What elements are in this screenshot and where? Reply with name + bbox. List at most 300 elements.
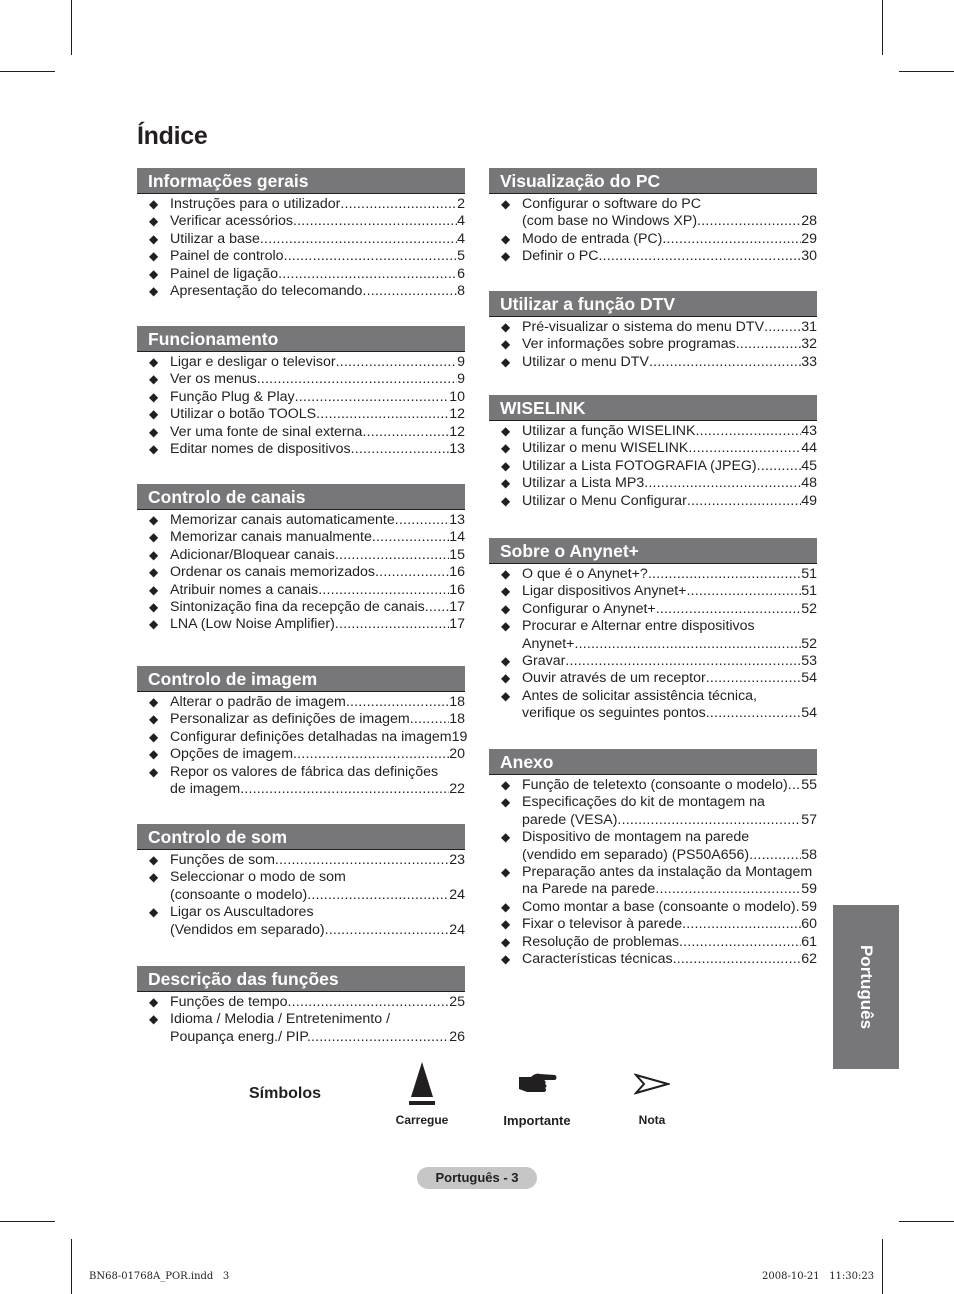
toc-entry-text: ◆ Ligar dispositivos Anynet+ bbox=[522, 583, 687, 600]
toc-entry-line bbox=[170, 196, 465, 213]
toc-entry-line bbox=[170, 904, 465, 921]
dot-leader bbox=[788, 777, 801, 794]
toc-section bbox=[137, 168, 465, 300]
toc-page-number: 59 bbox=[801, 898, 817, 915]
dot-leader bbox=[293, 746, 449, 763]
toc-page-number: 18 bbox=[449, 711, 465, 728]
dot-leader bbox=[617, 812, 801, 829]
toc-entry bbox=[489, 618, 817, 653]
toc-entry-line bbox=[170, 266, 465, 283]
toc-entry-line bbox=[170, 512, 465, 529]
toc-entry-line bbox=[522, 705, 817, 722]
toc-entry-line bbox=[170, 582, 465, 599]
toc-entry bbox=[137, 354, 465, 371]
toc-entry-line bbox=[522, 688, 817, 705]
toc-entry bbox=[489, 670, 817, 687]
dot-leader bbox=[686, 583, 801, 600]
dot-leader bbox=[656, 601, 802, 618]
toc-entry-line bbox=[522, 319, 817, 336]
toc-entry-text: ◆ Modo de entrada (PC) bbox=[522, 230, 663, 247]
toc-entry bbox=[137, 582, 465, 599]
toc-page-number: 45 bbox=[801, 457, 817, 474]
toc-entry bbox=[489, 248, 817, 265]
dot-leader bbox=[697, 213, 801, 230]
toc-page-number: 15 bbox=[449, 546, 465, 563]
dot-leader bbox=[362, 283, 457, 300]
toc-entry-line bbox=[170, 354, 465, 371]
toc-entry-line bbox=[170, 213, 465, 230]
dot-leader bbox=[325, 922, 450, 939]
page-title: Índice bbox=[137, 122, 208, 150]
toc-page-number: 2 bbox=[457, 196, 465, 212]
section-heading: Visualização do PC bbox=[489, 168, 817, 194]
dot-leader bbox=[673, 951, 802, 968]
toc-page-number: 53 bbox=[801, 653, 817, 670]
toc-page-number: 18 bbox=[449, 694, 465, 710]
toc-entry-text: ◆ Pré-visualizar o sistema do menu DTV bbox=[522, 319, 765, 335]
toc-entry bbox=[489, 566, 817, 583]
toc-entry-text: ◆ Preparação antes da instalação da Montagem bbox=[522, 864, 813, 881]
toc-entry-text: ◆ Apresentação do telecomando bbox=[170, 283, 363, 300]
toc-page-number: 43 bbox=[801, 423, 817, 439]
page-number: Português - 3 bbox=[417, 1167, 537, 1189]
toc-entry-text: ◆ Como montar a base (consoante o modelo) bbox=[522, 898, 796, 915]
toc-entry-line bbox=[522, 248, 817, 265]
toc-entry bbox=[137, 283, 465, 300]
dot-leader bbox=[336, 354, 458, 371]
toc-page-number: 6 bbox=[457, 265, 465, 282]
toc-entry bbox=[489, 583, 817, 600]
toc-entry bbox=[137, 711, 465, 728]
toc-entry-line bbox=[170, 389, 465, 406]
toc-page-number: 33 bbox=[801, 353, 817, 370]
toc-entry bbox=[137, 248, 465, 265]
toc-entry-text: ◆ Função Plug & Play bbox=[170, 388, 295, 405]
toc-entry-line bbox=[170, 728, 468, 746]
toc-entry-text: (com base no Windows XP) bbox=[522, 213, 698, 230]
toc-entry-text: ◆ Gravar bbox=[522, 653, 566, 670]
section-heading: Descrição das funções bbox=[137, 966, 465, 992]
dot-leader bbox=[757, 458, 802, 475]
dot-leader bbox=[372, 529, 449, 546]
toc-entry-text: ◆ Funções de som bbox=[170, 852, 275, 868]
toc-entry bbox=[137, 213, 465, 230]
toc-entry bbox=[137, 564, 465, 581]
toc-entry bbox=[489, 794, 817, 829]
toc-page-number: 28 bbox=[801, 213, 817, 230]
toc-entry bbox=[137, 1011, 465, 1046]
dot-leader bbox=[278, 266, 457, 283]
toc-entry bbox=[489, 336, 817, 353]
toc-entry-line bbox=[522, 583, 817, 600]
toc-entry bbox=[137, 512, 465, 529]
toc-entry-text: ◆ Procurar e Alternar entre dispositivos bbox=[522, 618, 755, 635]
toc-entry-line bbox=[522, 794, 817, 811]
toc-entry-list bbox=[137, 194, 465, 300]
toc-entry-text: Anynet+ bbox=[522, 635, 575, 652]
toc-entry-line bbox=[522, 829, 817, 846]
toc-entry-line bbox=[170, 248, 465, 265]
toc-page-number: 49 bbox=[801, 492, 817, 509]
dot-leader bbox=[655, 881, 801, 898]
toc-entry-text: (Vendidos em separado) bbox=[170, 921, 325, 938]
toc-section bbox=[137, 824, 465, 939]
dot-leader bbox=[648, 566, 801, 583]
language-side-tab-label: Português bbox=[857, 944, 876, 1030]
toc-section bbox=[137, 666, 468, 798]
language-side-tab bbox=[833, 905, 899, 1069]
dot-leader bbox=[688, 440, 801, 457]
toc-entry bbox=[489, 475, 817, 492]
toc-entry-line bbox=[170, 887, 465, 904]
toc-entry-line bbox=[170, 746, 465, 763]
toc-entry-text: na Parede na parede bbox=[522, 881, 656, 898]
dot-leader bbox=[335, 547, 449, 564]
toc-section bbox=[489, 291, 817, 371]
toc-entry-line bbox=[522, 864, 817, 881]
dot-leader bbox=[316, 406, 449, 423]
toc-page-number: 9 bbox=[457, 354, 465, 370]
toc-page-number: 12 bbox=[449, 423, 465, 440]
toc-page-number: 52 bbox=[801, 635, 817, 652]
toc-entry-text: ◆ Especificações do kit de montagem na bbox=[522, 794, 765, 811]
toc-entry bbox=[137, 231, 465, 248]
toc-entry-line bbox=[522, 475, 817, 492]
dot-leader bbox=[240, 781, 449, 798]
dot-leader bbox=[335, 616, 449, 633]
toc-page-number: 16 bbox=[449, 581, 465, 598]
dot-leader bbox=[346, 694, 449, 711]
dot-leader bbox=[736, 336, 802, 353]
toc-entry-line bbox=[170, 852, 465, 869]
toc-entry-line bbox=[170, 694, 465, 711]
toc-entry-text: ◆ Ligar e desligar o televisor bbox=[170, 354, 336, 370]
toc-entry bbox=[137, 852, 465, 869]
toc-entry bbox=[489, 653, 817, 670]
press-icon bbox=[406, 1060, 438, 1108]
toc-entry-text: ◆ Utilizar a função WISELINK bbox=[522, 423, 696, 439]
toc-entry-line bbox=[522, 951, 817, 968]
toc-entry-text: (consoante o modelo) bbox=[170, 886, 308, 903]
toc-entry-text: ◆ Utilizar a Lista MP3 bbox=[522, 475, 645, 492]
toc-entry-text: ◆ Utilizar o botão TOOLS bbox=[170, 406, 317, 423]
crop-mark bbox=[0, 1221, 55, 1222]
toc-entry-line bbox=[522, 213, 817, 230]
toc-entry-text: ◆ LNA (Low Noise Amplifier) bbox=[170, 616, 335, 633]
crop-mark bbox=[71, 0, 72, 55]
toc-entry-line bbox=[522, 196, 817, 213]
toc-entry-list bbox=[489, 194, 817, 266]
toc-entry bbox=[137, 599, 465, 616]
toc-page-number: 17 bbox=[449, 616, 465, 633]
toc-entry-text: ◆ Editar nomes de dispositivos bbox=[170, 441, 351, 458]
toc-entry-text: ◆ Ouvir através de um receptor bbox=[522, 670, 706, 687]
print-footer-file: BN68-01768A_POR.indd 3 bbox=[89, 1271, 230, 1282]
toc-entry-line bbox=[170, 406, 465, 423]
note-symbol-label: Nota bbox=[638, 1113, 666, 1127]
toc-entry-text: ◆ Atribuir nomes a canais bbox=[170, 581, 319, 598]
toc-page-number: 26 bbox=[449, 1028, 465, 1045]
toc-entry-text: ◆ Sintonização fina da recepção de canais bbox=[170, 599, 425, 616]
toc-entry bbox=[489, 354, 817, 371]
toc-entry bbox=[137, 746, 465, 763]
dot-leader bbox=[362, 424, 449, 441]
toc-entry-text: ◆ Seleccionar o modo de som bbox=[170, 869, 346, 886]
toc-entry-text: ◆ Painel de controlo bbox=[170, 248, 284, 265]
toc-page-number: 52 bbox=[801, 600, 817, 617]
section-heading: Controlo de canais bbox=[137, 484, 465, 510]
toc-page-number: 44 bbox=[801, 440, 817, 457]
toc-page-number: 55 bbox=[801, 777, 817, 793]
toc-entry-text: ◆ O que é o Anynet+? bbox=[522, 566, 648, 582]
section-heading: Sobre o Anynet+ bbox=[489, 538, 817, 564]
toc-entry-line bbox=[522, 881, 817, 898]
crop-mark bbox=[899, 1221, 954, 1222]
toc-entry-text: ◆ Personalizar as definições de imagem bbox=[170, 711, 410, 728]
toc-entry-list bbox=[489, 421, 817, 510]
toc-entry-line bbox=[522, 777, 817, 794]
dot-leader bbox=[284, 248, 458, 265]
toc-page-number: 10 bbox=[449, 388, 465, 405]
crop-mark bbox=[899, 71, 954, 72]
toc-page-number: 51 bbox=[801, 583, 817, 600]
toc-entry bbox=[137, 764, 465, 799]
toc-entry-text: ◆ Utilizar o menu DTV bbox=[522, 353, 649, 370]
toc-section bbox=[137, 484, 465, 634]
toc-entry-line bbox=[170, 564, 465, 581]
dot-leader bbox=[706, 705, 801, 722]
toc-entry bbox=[489, 688, 817, 723]
toc-entry-line bbox=[522, 354, 817, 371]
toc-page-number: 60 bbox=[801, 916, 817, 933]
print-footer-date: 2008-10-21 11:30:23 bbox=[762, 1271, 875, 1282]
dot-leader bbox=[275, 852, 449, 869]
important-symbol-label: Importante bbox=[503, 1113, 571, 1128]
toc-page-number: 4 bbox=[457, 213, 465, 230]
toc-entry-text: parede (VESA) bbox=[522, 811, 618, 828]
toc-entry-list bbox=[489, 564, 817, 723]
toc-entry-text: ◆ Ligar os Auscultadores bbox=[170, 904, 314, 921]
toc-entry bbox=[489, 864, 817, 899]
toc-page-number: 20 bbox=[449, 746, 465, 763]
toc-entry-text: ◆ Dispositivo de montagem na parede bbox=[522, 829, 750, 846]
crop-mark bbox=[882, 1239, 883, 1294]
toc-entry-list bbox=[137, 850, 465, 939]
toc-entry bbox=[489, 440, 817, 457]
toc-section bbox=[137, 326, 465, 458]
toc-entry-line bbox=[522, 934, 817, 951]
toc-entry-text: ◆ Instruções para o utilizador bbox=[170, 196, 341, 212]
toc-entry-line bbox=[522, 566, 817, 583]
toc-entry-list bbox=[489, 317, 817, 371]
toc-entry bbox=[137, 728, 468, 746]
toc-entry-line bbox=[522, 493, 817, 510]
toc-entry-line bbox=[522, 636, 817, 653]
toc-entry-line bbox=[170, 711, 465, 728]
toc-entry-line bbox=[170, 529, 465, 546]
toc-entry bbox=[489, 934, 817, 951]
toc-section bbox=[137, 966, 465, 1046]
dot-leader bbox=[351, 441, 450, 458]
dot-leader bbox=[574, 636, 801, 653]
toc-page-number: 29 bbox=[801, 230, 817, 247]
dot-leader bbox=[395, 512, 449, 529]
toc-entry-text: ◆ Ver informações sobre programas bbox=[522, 336, 736, 353]
toc-entry-text: ◆ Idioma / Melodia / Entretenimento / bbox=[170, 1011, 391, 1028]
toc-entry-text: ◆ Definir o PC bbox=[522, 248, 599, 265]
toc-entry-text: ◆ Fixar o televisor à parede bbox=[522, 916, 683, 933]
toc-entry-line bbox=[170, 1029, 465, 1046]
toc-entry bbox=[489, 423, 817, 440]
toc-entry bbox=[489, 829, 817, 864]
toc-entry-text: ◆ Verificar acessórios bbox=[170, 213, 294, 230]
dot-leader bbox=[425, 599, 449, 616]
toc-entry bbox=[137, 529, 465, 546]
dot-leader bbox=[649, 354, 801, 371]
toc-entry-text: ◆ Repor os valores de fábrica das definições bbox=[170, 763, 439, 780]
toc-entry-text: Poupança energ./ PIP. bbox=[170, 1028, 311, 1045]
toc-page-number: 16 bbox=[449, 564, 465, 581]
toc-entry-text: ◆ Configurar o software do PC bbox=[522, 196, 702, 212]
toc-entry-text: ◆ Utilizar a base bbox=[170, 230, 260, 247]
toc-page-number: 13 bbox=[449, 512, 465, 528]
toc-section bbox=[489, 395, 817, 510]
toc-entry-line bbox=[522, 670, 817, 687]
toc-page-number: 32 bbox=[801, 336, 817, 353]
toc-page-number: 13 bbox=[449, 441, 465, 458]
toc-entry-text: ◆ Configurar definições detalhadas na imagem bbox=[170, 728, 452, 745]
dot-leader bbox=[682, 916, 801, 933]
section-heading: Controlo de som bbox=[137, 824, 465, 850]
toc-entry-line bbox=[170, 922, 465, 939]
toc-entry-line bbox=[522, 231, 817, 248]
toc-entry bbox=[489, 951, 817, 968]
section-heading: Controlo de imagem bbox=[137, 666, 465, 692]
toc-entry-list bbox=[137, 352, 465, 458]
toc-entry bbox=[137, 266, 465, 283]
toc-entry-text: ◆ Antes de solicitar assistência técnica, bbox=[522, 687, 757, 704]
toc-page-number: 25 bbox=[449, 994, 465, 1010]
toc-entry-line bbox=[522, 812, 817, 829]
toc-entry bbox=[489, 493, 817, 510]
dot-leader bbox=[598, 248, 801, 265]
toc-entry-line bbox=[522, 336, 817, 353]
dot-leader bbox=[260, 231, 457, 248]
toc-entry-line bbox=[522, 618, 817, 635]
toc-page-number: 4 bbox=[457, 230, 465, 247]
toc-entry-line bbox=[522, 653, 817, 670]
toc-entry-list bbox=[137, 510, 465, 634]
section-heading: Utilizar a função DTV bbox=[489, 291, 817, 317]
toc-entry-line bbox=[170, 764, 465, 781]
toc-page-number: 57 bbox=[801, 811, 817, 828]
toc-entry-line bbox=[170, 599, 465, 616]
toc-entry-text: ◆ Alterar o padrão de imagem bbox=[170, 694, 346, 710]
toc-entry bbox=[137, 389, 465, 406]
toc-entry-line bbox=[170, 371, 465, 388]
toc-entry-line bbox=[170, 1011, 465, 1028]
toc-page-number: 61 bbox=[801, 933, 817, 950]
toc-entry-text: de imagem bbox=[170, 781, 241, 798]
toc-entry-text: ◆ Características técnicas bbox=[522, 951, 673, 968]
toc-page-number: 30 bbox=[801, 248, 817, 265]
press-symbol-label: Carregue bbox=[395, 1113, 449, 1127]
toc-entry bbox=[137, 694, 465, 711]
toc-page-number: 54 bbox=[801, 705, 817, 722]
toc-entry-list bbox=[137, 992, 465, 1046]
dot-leader bbox=[662, 231, 801, 248]
dot-leader bbox=[565, 653, 801, 670]
dot-leader bbox=[293, 213, 457, 230]
toc-entry-text: ◆ Painel de ligação bbox=[170, 265, 279, 282]
toc-page-number: 23 bbox=[449, 852, 465, 868]
toc-entry-line bbox=[170, 781, 465, 798]
dot-leader bbox=[257, 371, 457, 388]
toc-page-number: 51 bbox=[801, 566, 817, 582]
toc-entry bbox=[489, 601, 817, 618]
dot-leader bbox=[340, 196, 457, 213]
toc-entry-line bbox=[522, 899, 817, 916]
toc-entry-line bbox=[170, 994, 465, 1011]
toc-entry-line bbox=[170, 869, 465, 886]
toc-page-number: 12 bbox=[449, 406, 465, 423]
toc-section bbox=[489, 538, 817, 723]
toc-entry bbox=[137, 196, 465, 213]
toc-page-number: 24 bbox=[449, 886, 465, 903]
toc-entry-text: ◆ Ordenar os canais memorizados bbox=[170, 564, 376, 581]
toc-page-number: 17 bbox=[449, 599, 465, 616]
dot-leader bbox=[288, 994, 450, 1011]
toc-entry bbox=[489, 899, 817, 916]
toc-page-number: 59 bbox=[801, 881, 817, 898]
crop-mark bbox=[71, 1239, 72, 1294]
toc-entry bbox=[137, 904, 465, 939]
toc-entry-line bbox=[522, 440, 817, 457]
important-hand-icon bbox=[517, 1071, 557, 1097]
dot-leader bbox=[318, 582, 449, 599]
dot-leader bbox=[679, 934, 801, 951]
toc-entry-text: ◆ Utilizar o menu WISELINK bbox=[522, 440, 689, 457]
toc-page-number: 48 bbox=[801, 475, 817, 492]
toc-entry-line bbox=[170, 441, 465, 458]
dot-leader bbox=[307, 887, 449, 904]
toc-entry bbox=[137, 441, 465, 458]
toc-page-number: 62 bbox=[801, 951, 817, 968]
crop-mark bbox=[882, 0, 883, 55]
toc-page-number: 8 bbox=[457, 283, 465, 300]
dot-leader bbox=[687, 493, 801, 510]
toc-entry-text: ◆ Opções de imagem bbox=[170, 746, 294, 763]
toc-entry-line bbox=[522, 916, 817, 933]
section-heading: Funcionamento bbox=[137, 326, 465, 352]
toc-entry-text: ◆ Utilizar o Menu Configurar bbox=[522, 492, 687, 509]
dot-leader bbox=[695, 423, 801, 440]
toc-entry-text: (vendido em separado) (PS50A656) bbox=[522, 846, 750, 863]
toc-entry-list bbox=[137, 692, 468, 798]
dot-leader bbox=[311, 1029, 449, 1046]
toc-entry bbox=[137, 994, 465, 1011]
toc-section bbox=[489, 749, 817, 968]
toc-page-number: 5 bbox=[457, 248, 465, 265]
toc-entry-line bbox=[170, 424, 465, 441]
toc-entry-line bbox=[522, 847, 817, 864]
toc-entry-text: ◆ Memorizar canais automaticamente bbox=[170, 512, 395, 528]
toc-entry-text: ◆ Memorizar canais manualmente bbox=[170, 529, 372, 546]
section-heading: WISELINK bbox=[489, 395, 817, 421]
toc-entry-text: ◆ Função de teletexto (consoante o modelo) bbox=[522, 777, 788, 793]
dot-leader bbox=[644, 475, 801, 492]
dot-leader bbox=[706, 670, 801, 687]
